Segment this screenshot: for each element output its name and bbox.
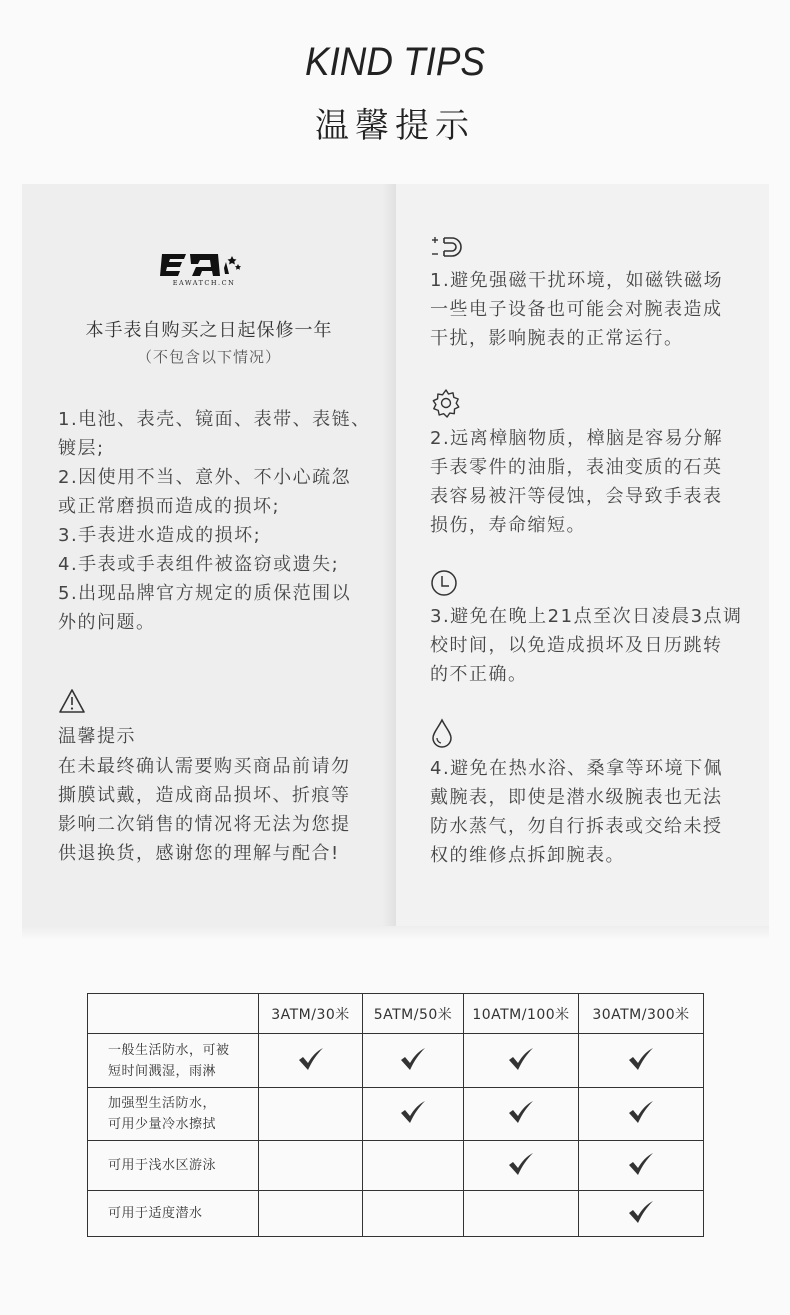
table-header-cell: 10ATM/100米 [464,994,579,1034]
list-line: 5.出现品牌官方规定的质保范围以 [58,583,352,604]
list-line: 3.手表进水造成的损坏; [58,525,262,546]
list-line: 4.手表或手表组件被盗窃或遗失; [58,554,340,575]
tip-line: 影响二次销售的情况将无法为您提 [58,814,351,835]
tip-magnet-text [430,266,750,353]
list-line: 2.因使用不当、意外、不小心疏忽 [58,467,352,488]
table-row [88,1034,704,1088]
checkmark-icon [628,1100,654,1124]
check-cell [579,1034,704,1088]
row-label-line: 可用于适度潜水 [108,1206,203,1221]
tip-line: 手表零件的油脂，表油变质的石英 [430,457,723,478]
tip-line: 3.避免在晚上21点至次日凌晨3点调 [430,606,743,627]
check-cell [363,1088,464,1141]
tip-time-text [430,602,750,689]
tip-line: 防水蒸气，勿自行拆表或交给未授 [430,816,723,837]
tip-line: 在未最终确认需要购买商品前请勿 [58,756,351,777]
row-label-line: 一般生活防水，可被 [108,1042,230,1058]
tip-line: 1.避免强磁干扰环境，如磁铁磁场 [430,270,724,291]
check-cell [259,1141,363,1191]
magnet-icon [430,232,462,262]
checkmark-icon [400,1047,426,1071]
tip-line: 的不正确。 [430,664,528,685]
brand-logo [160,246,250,288]
row-label [88,1191,259,1237]
check-cell [464,1088,579,1141]
check-cell [579,1141,704,1191]
tip-line: 供退换货，感谢您的理解与配合! [58,843,340,864]
row-label-line: 可用少量冷水擦拭 [108,1117,217,1132]
row-label [88,1141,259,1191]
tip-line: 损伤，寿命缩短。 [430,515,586,536]
gear-icon [430,388,462,418]
tip-text [58,752,378,868]
row-label-line: 短时间溅湿，雨淋 [108,1063,217,1079]
checkmark-icon [628,1200,654,1224]
checkmark-icon [298,1047,324,1071]
tip-line: 4.避免在热水浴、桑拿等环境下佩 [430,758,724,779]
row-label-line: 可用于浅水区游泳 [108,1158,217,1173]
tip-line: 2.远离樟脑物质，樟脑是容易分解 [430,428,724,449]
check-cell [464,1141,579,1191]
table-header-cell: 30ATM/300米 [579,994,704,1034]
page-spine [382,184,396,926]
check-cell [259,1034,363,1088]
checkmark-icon [508,1047,534,1071]
title-english: KIND TIPS [305,40,485,84]
exclusion-list [58,405,378,637]
svg-text:EAWATCH.CN: EAWATCH.CN [172,279,236,287]
table-header-cell [88,994,259,1034]
table-header-row [88,994,704,1034]
check-cell [363,1141,464,1191]
tip-title: 温馨提示 [58,726,136,747]
panel-shadow [22,926,769,940]
row-label-line: 加强型生活防水， [108,1096,217,1111]
check-cell [259,1088,363,1141]
tip-line: 一些电子设备也可能会对腕表造成 [430,299,723,320]
list-line: 镀层; [58,438,105,459]
clock-icon [430,568,462,598]
tip-steam-text [430,754,750,870]
check-cell [464,1191,579,1237]
checkmark-icon [508,1100,534,1124]
row-label [88,1034,259,1088]
checkmark-icon [400,1100,426,1124]
check-cell [579,1088,704,1141]
warranty-title: 本手表自购买之日起保修一年 [85,320,333,341]
table-row [88,1141,704,1191]
checkmark-icon [628,1047,654,1071]
tip-camphor-text [430,424,750,540]
check-cell [259,1191,363,1237]
table-header-cell: 5ATM/50米 [363,994,464,1034]
tip-line: 表容易被汗等侵蚀，会导致手表表 [430,486,723,507]
list-line: 1.电池、表壳、镜面、表带、表链、 [58,409,371,430]
warning-triangle-icon [58,688,86,714]
checkmark-icon [628,1152,654,1176]
table-row [88,1191,704,1237]
tip-line: 干扰，影响腕表的正常运行。 [430,328,684,349]
title-chinese: 温馨提示 [315,106,475,146]
tip-line: 戴腕表，即使是潜水级腕表也无法 [430,787,723,808]
check-cell [363,1191,464,1237]
check-cell [464,1034,579,1088]
table-row [88,1088,704,1141]
check-cell [363,1034,464,1088]
checkmark-icon [508,1152,534,1176]
list-line: 外的问题。 [58,612,156,633]
water-drop-icon [430,718,462,748]
table-header-cell: 3ATM/30米 [259,994,363,1034]
water-resistance-table [87,993,704,1237]
tip-line: 撕膜试戴，造成商品损坏、折痕等 [58,785,351,806]
list-line: 或正常磨损而造成的损坏; [58,496,281,517]
tip-line: 校时间，以免造成损坏及日历跳转 [430,635,723,656]
warranty-subtitle: （不包含以下情况） [136,348,281,366]
tip-line: 权的维修点拆卸腕表。 [430,845,625,866]
row-label [88,1088,259,1141]
check-cell [579,1191,704,1237]
